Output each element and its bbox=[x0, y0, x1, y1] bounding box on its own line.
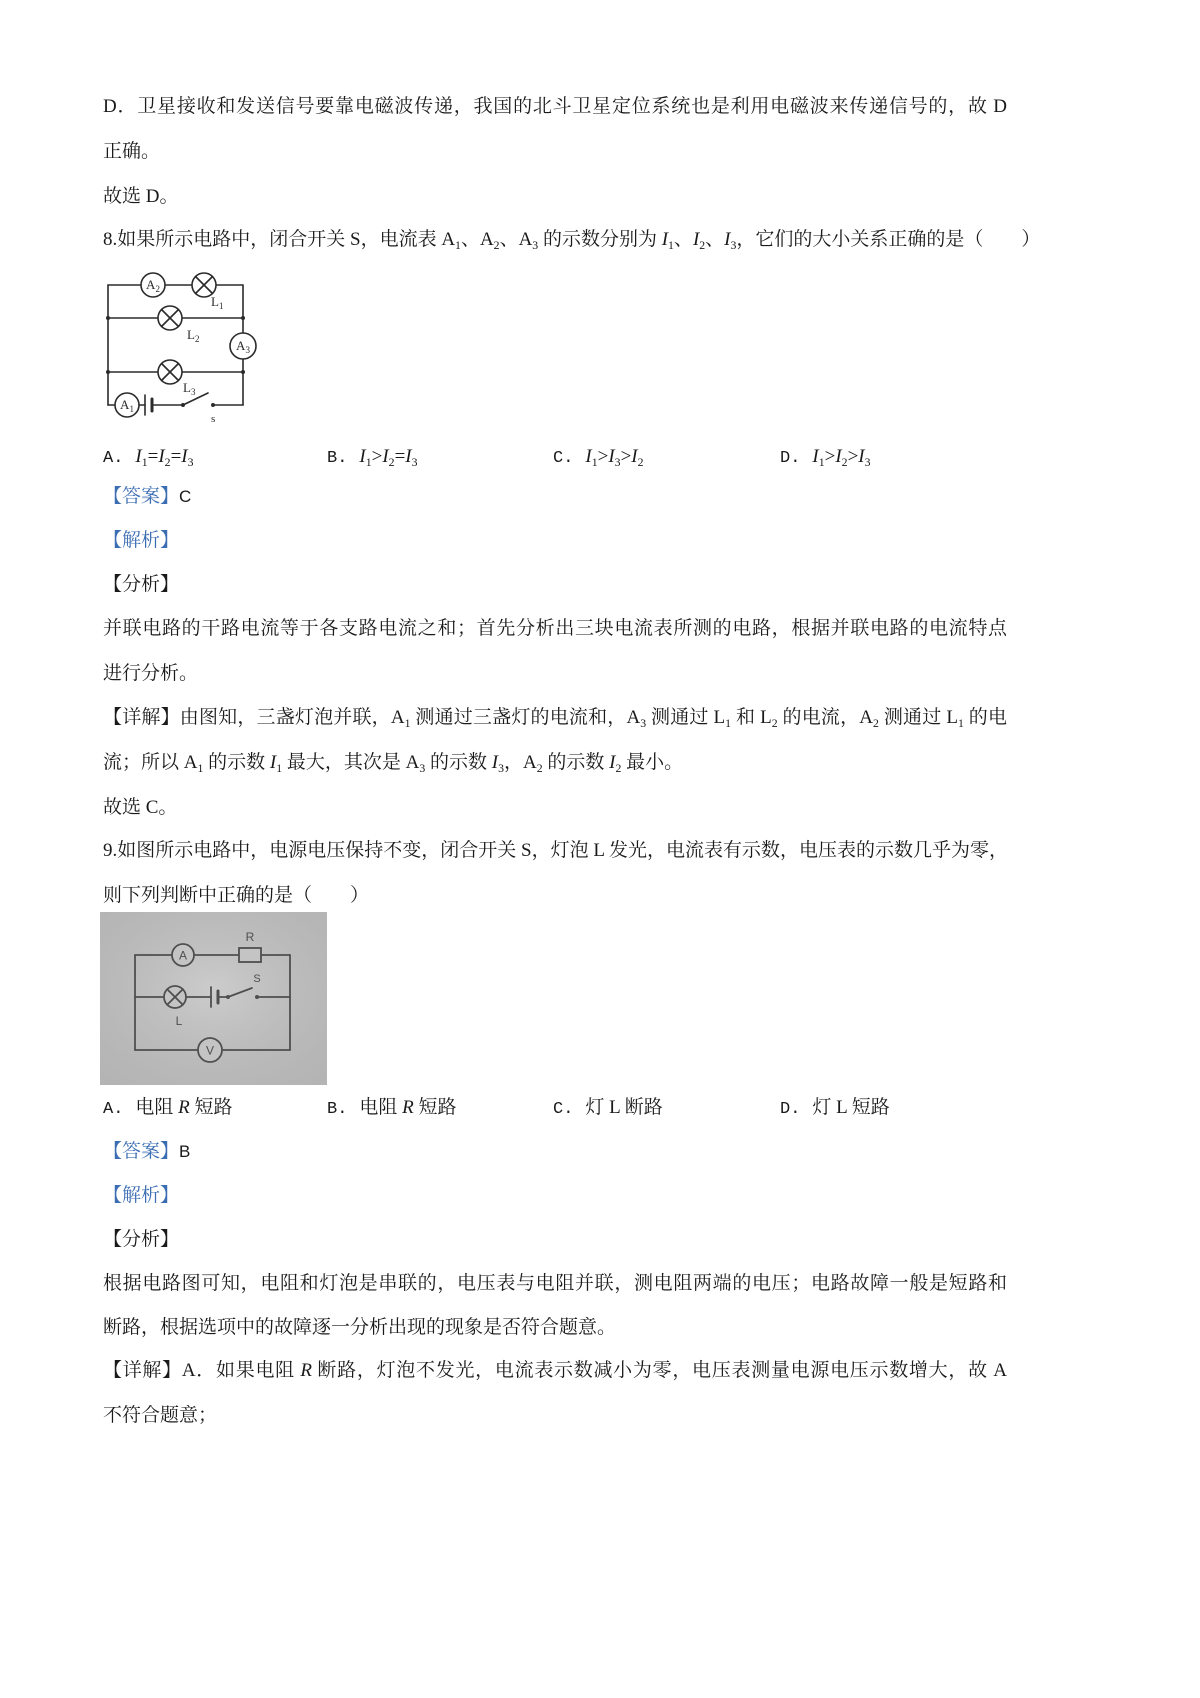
subscript: 2 bbox=[699, 238, 706, 252]
label-main: A bbox=[120, 397, 130, 412]
voltmeter bbox=[198, 1038, 222, 1062]
text-run: > bbox=[620, 446, 632, 467]
answer-letter: B bbox=[179, 1142, 191, 1161]
label-subscript: 2 bbox=[155, 284, 160, 294]
ammeter-a3 bbox=[230, 333, 256, 359]
q9-option-a bbox=[103, 1086, 233, 1130]
q8-analysis-line bbox=[103, 607, 1007, 651]
section-tag: 【解析】 bbox=[103, 530, 180, 551]
text-run: 不符合题意； bbox=[103, 1405, 218, 1426]
subscript: 1 bbox=[404, 716, 411, 730]
text-run: 最大，其次是 A bbox=[282, 752, 420, 773]
text-run: 的示数 bbox=[203, 752, 270, 773]
italic-symbol: I bbox=[382, 446, 389, 467]
subscript: 2 bbox=[873, 716, 879, 730]
option-text bbox=[585, 1097, 662, 1118]
q8-option-b bbox=[327, 435, 418, 479]
italic-symbol: I bbox=[405, 446, 412, 467]
q8-answer bbox=[103, 475, 1007, 519]
section-tag: 【解析】 bbox=[103, 1185, 180, 1206]
answer-letter: C bbox=[179, 487, 192, 506]
option-text bbox=[585, 446, 643, 467]
label-main: L bbox=[211, 294, 219, 309]
text-run: 测通过 L bbox=[646, 707, 726, 728]
q8-analysis-line bbox=[103, 652, 1007, 696]
text-run: 【详解】由图知，三盏灯泡并联，A bbox=[103, 707, 405, 728]
text-run: 断路，根据选项中的故障逐一分析出现的现象是否符合题意。 bbox=[103, 1317, 617, 1338]
italic-symbol: R bbox=[300, 1360, 312, 1381]
text-run: 的示数 bbox=[425, 752, 492, 773]
subscript: 1 bbox=[141, 455, 148, 469]
option-text bbox=[812, 446, 870, 467]
q8-option-c bbox=[553, 435, 644, 479]
text-run: 测通过三盏灯的电流和，A bbox=[410, 707, 641, 728]
text-run: 流；所以 A bbox=[103, 752, 198, 773]
text-run: 【详解】A．如果电阻 bbox=[103, 1360, 301, 1381]
italic-symbol: I bbox=[585, 446, 592, 467]
q8-detail-line bbox=[103, 696, 1007, 740]
italic-symbol: I bbox=[835, 446, 842, 467]
option-letter: C. bbox=[553, 1100, 574, 1119]
q9-analysis-line bbox=[103, 1262, 1007, 1306]
q9-detail-line bbox=[103, 1394, 1007, 1438]
q9-analysis-tag bbox=[103, 1174, 1007, 1218]
italic-symbol: I bbox=[631, 446, 638, 467]
junction-dot bbox=[241, 370, 245, 374]
label-main: A bbox=[146, 277, 156, 292]
text-run: > bbox=[597, 446, 609, 467]
subscript: 2 bbox=[388, 455, 395, 469]
subscript: 2 bbox=[841, 455, 848, 469]
text-run: 故选 D。 bbox=[103, 186, 179, 207]
text-run: 的示数分别为 bbox=[538, 229, 662, 250]
subscript: 1 bbox=[725, 716, 732, 730]
lamp-label: L bbox=[175, 1014, 183, 1028]
subscript: 1 bbox=[365, 455, 372, 469]
italic-symbol: I bbox=[269, 752, 277, 773]
q7-explanation-line bbox=[103, 130, 1007, 174]
subscript: 3 bbox=[614, 455, 621, 469]
subscript: 1 bbox=[276, 761, 283, 775]
ammeter-a2 bbox=[141, 273, 165, 297]
text-run: 短路 bbox=[413, 1097, 457, 1118]
text-run: > bbox=[847, 446, 859, 467]
q8-option-a bbox=[103, 435, 194, 479]
text-run: 进行分析。 bbox=[103, 663, 199, 684]
label-subscript: 2 bbox=[194, 334, 200, 344]
lamp-l2 bbox=[158, 306, 199, 344]
subscript: 3 bbox=[498, 761, 504, 775]
text-run: 、A bbox=[460, 229, 494, 250]
q9-option-c bbox=[553, 1086, 663, 1130]
text-run: D．卫星接收和发送信号要靠电磁波传递，我国的北斗卫星定位系统也是利用电磁波来传递信号的，故 D bbox=[103, 96, 1007, 117]
italic-symbol: I bbox=[359, 446, 366, 467]
subscript: 1 bbox=[197, 761, 204, 775]
text-run: 9.如图所示电路中，电源电压保持不变，闭合开关 S，灯泡 L 发光，电流表有示数，电压表的示数几乎为零， bbox=[103, 840, 1008, 861]
q7-explanation-line bbox=[103, 85, 1007, 129]
text-run: = bbox=[170, 446, 182, 467]
text-run: 根据电路图可知，电阻和灯泡是串联的，电压表与电阻并联，测电阻两端的电压；电路故障一般是短路和 bbox=[103, 1273, 1007, 1294]
subscript: 3 bbox=[864, 455, 871, 469]
text-run: 的电 bbox=[963, 707, 1007, 728]
q9-answer bbox=[103, 1130, 1007, 1174]
q9-analysis-heading bbox=[103, 1218, 1007, 1262]
text-run: 灯 L 断路 bbox=[585, 1097, 663, 1118]
option-text bbox=[135, 1097, 232, 1118]
subscript: 3 bbox=[730, 238, 737, 252]
switch-contact bbox=[211, 403, 215, 407]
q8-conclusion bbox=[103, 786, 1007, 830]
text-run: 和 L bbox=[731, 707, 772, 728]
italic-symbol: I bbox=[181, 446, 188, 467]
label-main: L bbox=[187, 327, 195, 342]
text-run: 灯 L 短路 bbox=[812, 1097, 890, 1118]
ammeter-a1 bbox=[115, 393, 139, 417]
voltmeter-label: V bbox=[205, 1043, 215, 1058]
subscript: 1 bbox=[818, 455, 825, 469]
subscript: 3 bbox=[187, 455, 194, 469]
italic-symbol: I bbox=[812, 446, 819, 467]
text-run: > bbox=[824, 446, 836, 467]
resistor-symbol bbox=[239, 948, 261, 962]
subscript: 3 bbox=[411, 455, 418, 469]
subscript: 1 bbox=[957, 716, 964, 730]
q9-circuit-photo bbox=[100, 912, 327, 1085]
subscript: 2 bbox=[615, 761, 622, 775]
italic-symbol: R bbox=[178, 1097, 190, 1118]
text-run: 、 bbox=[673, 229, 693, 250]
subscript: 2 bbox=[493, 238, 500, 252]
text-run: 8.如果所示电路中，闭合开关 S，电流表 A bbox=[103, 229, 456, 250]
italic-symbol: I bbox=[158, 446, 165, 467]
q9-analysis-line bbox=[103, 1306, 1007, 1350]
junction-dot bbox=[106, 370, 110, 374]
label-main: L bbox=[183, 380, 191, 395]
option-letter: D. bbox=[780, 1100, 801, 1119]
text-run: 故选 C。 bbox=[103, 797, 178, 818]
option-letter: A. bbox=[103, 449, 124, 468]
option-text bbox=[359, 446, 417, 467]
option-text bbox=[812, 1097, 889, 1118]
text-run: 的示数 bbox=[542, 752, 610, 773]
text-run: ，A bbox=[503, 752, 537, 773]
lamp-l3-label bbox=[183, 380, 196, 397]
junction-dot bbox=[241, 316, 245, 320]
option-text bbox=[359, 1097, 456, 1118]
switch-s bbox=[181, 393, 215, 425]
q8-stem bbox=[103, 218, 1041, 262]
q8-analysis-tag bbox=[103, 519, 1007, 563]
option-letter: B. bbox=[327, 1100, 348, 1119]
text-run: 、A bbox=[499, 229, 533, 250]
ammeter bbox=[172, 944, 194, 966]
ammeter-label: A bbox=[178, 948, 188, 963]
italic-symbol: I bbox=[661, 229, 669, 250]
subscript: 1 bbox=[455, 238, 461, 252]
text-run: 电阻 bbox=[359, 1097, 403, 1118]
lamp-l1-label bbox=[211, 294, 223, 311]
subscript: 2 bbox=[637, 455, 644, 469]
q9-option-b bbox=[327, 1086, 457, 1130]
q9-detail-line bbox=[103, 1349, 1007, 1393]
q7-conclusion bbox=[103, 175, 1007, 219]
text-run: 电阻 bbox=[135, 1097, 179, 1118]
text-run: = bbox=[147, 446, 159, 467]
text-run: 【分析】 bbox=[103, 574, 180, 595]
option-letter: A. bbox=[103, 1100, 124, 1119]
text-run: 的电流，A bbox=[777, 707, 874, 728]
label-subscript: 3 bbox=[245, 345, 250, 355]
italic-symbol: R bbox=[402, 1097, 414, 1118]
text-run: 则下列判断中正确的是（ ） bbox=[103, 885, 370, 906]
text-run: 断路，灯泡不发光，电流表示数减小为零，电压表测量电源电压示数增大，故 A bbox=[311, 1360, 1007, 1381]
q8-circuit-diagram bbox=[103, 268, 261, 438]
option-letter: C. bbox=[553, 449, 574, 468]
lamp-l3 bbox=[158, 360, 196, 397]
q8-analysis-heading bbox=[103, 563, 1007, 607]
text-run: > bbox=[371, 446, 383, 467]
battery bbox=[145, 395, 152, 415]
italic-symbol: I bbox=[491, 752, 499, 773]
italic-symbol: I bbox=[608, 446, 615, 467]
label-main: A bbox=[236, 338, 246, 353]
label-subscript: 1 bbox=[218, 301, 224, 311]
lamp-l2-label bbox=[187, 327, 199, 344]
q8-detail-line bbox=[103, 741, 1007, 785]
junction-dot bbox=[106, 316, 110, 320]
italic-symbol: I bbox=[724, 229, 731, 250]
q9-stem-line bbox=[103, 829, 1007, 873]
subscript: 2 bbox=[771, 716, 778, 730]
text-run: 【分析】 bbox=[103, 1229, 180, 1250]
switch-label: s bbox=[211, 413, 216, 425]
text-run: 、 bbox=[705, 229, 725, 250]
section-tag: 【答案】 bbox=[103, 486, 180, 507]
label-subscript: 1 bbox=[129, 404, 134, 414]
italic-symbol: I bbox=[692, 229, 700, 250]
text-run: ，它们的大小关系正确的是（ ） bbox=[736, 229, 1041, 250]
text-run: 正确。 bbox=[103, 141, 161, 162]
subscript: 3 bbox=[532, 238, 539, 252]
option-letter: D. bbox=[780, 449, 801, 468]
subscript: 1 bbox=[591, 455, 598, 469]
subscript: 1 bbox=[668, 238, 674, 252]
option-letter: B. bbox=[327, 449, 348, 468]
switch-contact bbox=[255, 995, 259, 999]
text-run: 短路 bbox=[189, 1097, 233, 1118]
subscript: 2 bbox=[536, 761, 543, 775]
switch-label: S bbox=[253, 973, 261, 985]
italic-symbol: I bbox=[135, 446, 142, 467]
q9-option-d bbox=[780, 1086, 890, 1130]
option-text bbox=[135, 446, 193, 467]
subscript: 3 bbox=[640, 716, 647, 730]
text-run: = bbox=[394, 446, 406, 467]
q8-option-d bbox=[780, 435, 871, 479]
lamp-l1 bbox=[192, 273, 223, 311]
text-run: 并联电路的干路电流等于各支路电流之和；首先分析出三块电流表所测的电路，根据并联电路的电流特点 bbox=[103, 618, 1007, 639]
italic-symbol: I bbox=[609, 752, 616, 773]
text-run: 最小。 bbox=[621, 752, 684, 773]
text-run: 测通过 L bbox=[878, 707, 958, 728]
subscript: 2 bbox=[164, 455, 171, 469]
subscript: 3 bbox=[419, 761, 426, 775]
resistor-label: R bbox=[245, 930, 255, 944]
section-tag: 【答案】 bbox=[103, 1141, 180, 1162]
label-subscript: 3 bbox=[190, 387, 196, 397]
italic-symbol: I bbox=[858, 446, 865, 467]
